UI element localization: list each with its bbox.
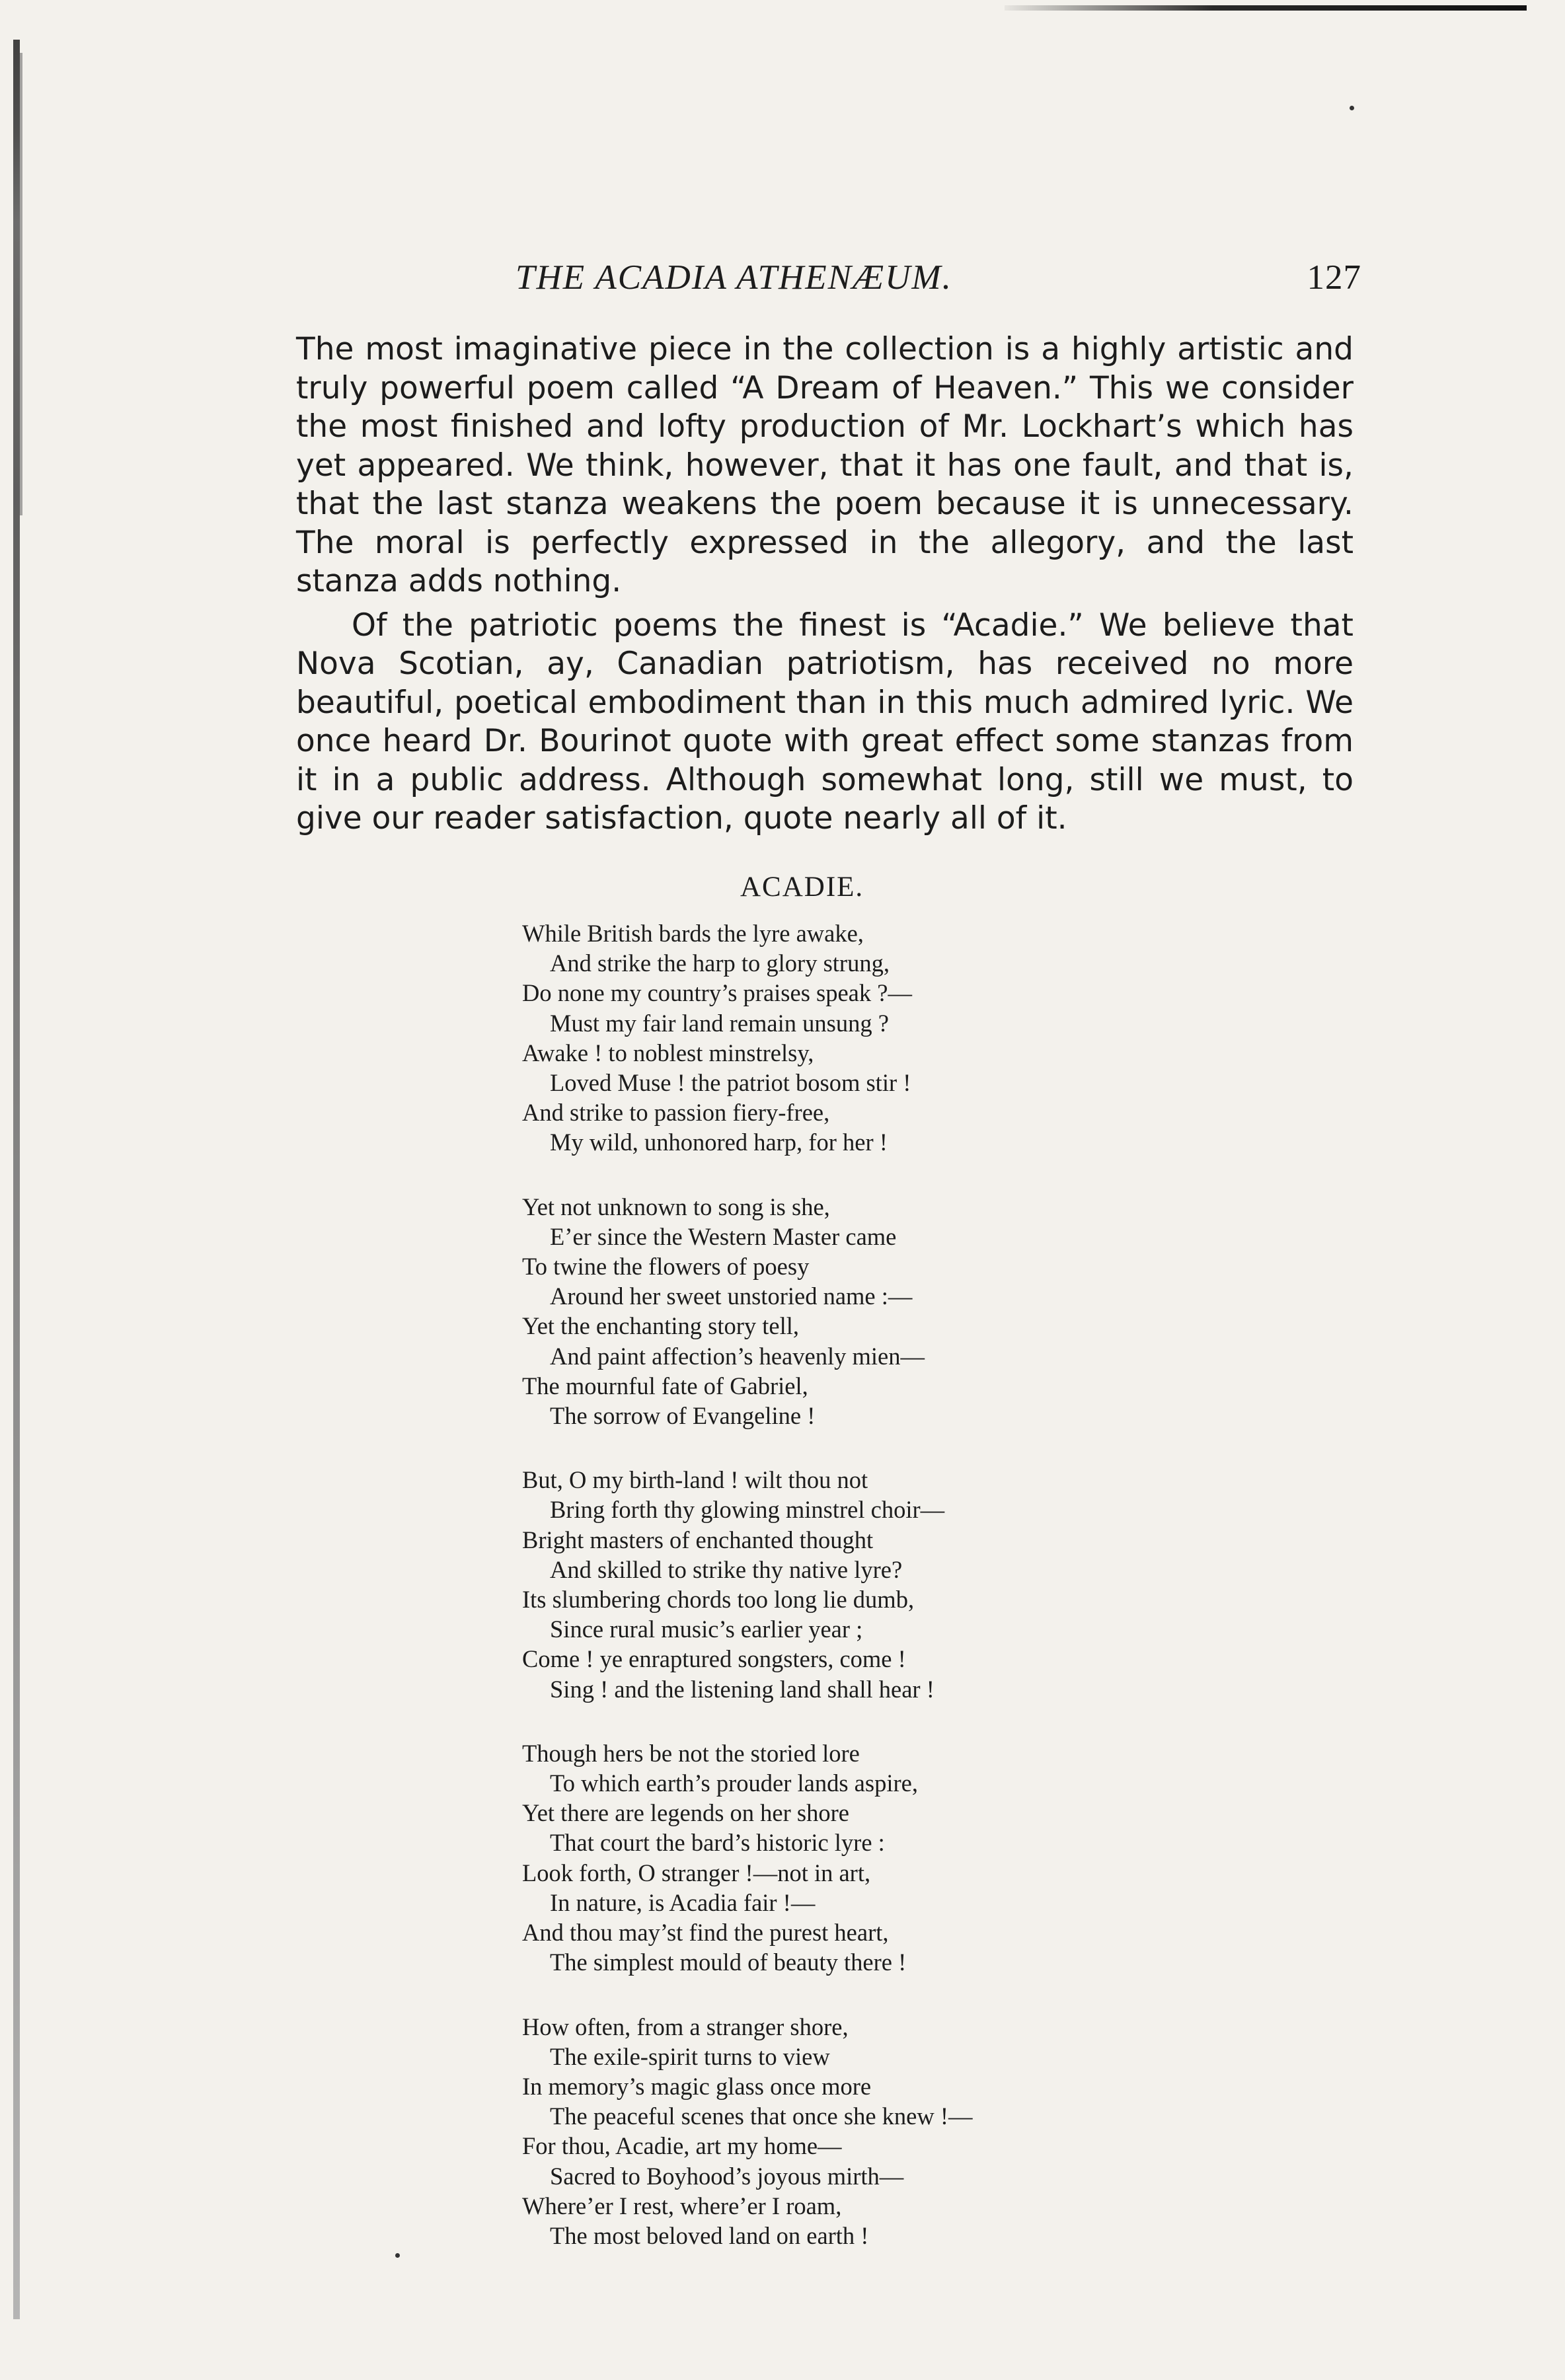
poem-line: The exile-spirit turns to view	[550, 2042, 830, 2070]
poem-line: The sorrow of Evangeline !	[550, 1402, 816, 1430]
poem-line: How often, from a stranger shore,	[522, 2013, 849, 2040]
scan-speck	[395, 2253, 400, 2258]
poem-line: Yet not unknown to song is she,	[522, 1193, 830, 1220]
scan-binding-edge-inner	[20, 53, 22, 515]
poem-line: Do none my country’s praises speak ?—	[522, 979, 912, 1007]
poem-line: Must my fair land remain unsung ?	[550, 1009, 889, 1037]
poem-line: Around her sweet unstoried name :—	[550, 1283, 913, 1310]
poem-line: Yet the enchanting story tell,	[522, 1312, 800, 1340]
poem-line: E’er since the Western Master came	[550, 1222, 897, 1250]
poem-line: Awake ! to noblest minstrelsy,	[522, 1039, 814, 1066]
poem-title: ACADIE.	[740, 872, 864, 903]
stanza	[522, 918, 1183, 1158]
article-body	[296, 330, 1354, 844]
scan-speck	[1350, 106, 1354, 110]
poem-line: The most beloved land on earth !	[550, 2221, 869, 2249]
poem-line: Sacred to Boyhood’s joyous mirth—	[550, 2162, 904, 2190]
stanza	[522, 1738, 1183, 1978]
poem-line: And paint affection’s heavenly mien—	[550, 1342, 925, 1370]
stanza	[522, 1192, 1183, 1431]
poem-line: In nature, is Acadia fair !—	[550, 1888, 816, 1916]
stanza	[522, 1465, 1183, 1704]
poem-line: Though hers be not the storied lore	[522, 1739, 860, 1767]
stanza	[522, 2012, 1183, 2251]
poem-line: And strike the harp to glory strung,	[550, 949, 890, 977]
poem-line: And thou may’st find the purest heart,	[522, 1919, 889, 1947]
page-number: 127	[1307, 258, 1361, 297]
poem-line: And skilled to strike thy native lyre?	[550, 1555, 903, 1583]
poem-line: Yet there are legends on her shore	[522, 1799, 849, 1827]
poem-line: While British bards the lyre awake,	[522, 920, 864, 947]
poem-line: Since rural music’s earlier year ;	[550, 1616, 863, 1643]
poem	[522, 918, 1183, 2285]
poem-line: And strike to passion fiery-free,	[522, 1099, 830, 1127]
poem-line: Where’er I rest, where’er I roam,	[522, 2192, 842, 2219]
paragraph: The most imaginative piece in the collection is a highly artistic and truly powerful poem called “A Dream of Heaven.” This we consider the most finished and lofty production of Mr. Lockhart’s which has yet appeared. We think, however, that it has one fault, and that is, that the last stanza weakens the poem because it is unnecessary. The moral is perfectly expressed in the allegory, and the last stanza adds nothing.	[296, 331, 1354, 599]
poem-line: To which earth’s prouder lands aspire,	[550, 1769, 918, 1797]
journal-title: THE ACADIA ATHENÆUM.	[515, 258, 952, 297]
poem-line: For thou, Acadie, art my home—	[522, 2132, 842, 2160]
poem-line: Loved Muse ! the patriot bosom stir !	[550, 1069, 911, 1097]
poem-line: The simplest mould of beauty there !	[550, 1949, 907, 1976]
poem-line: In memory’s magic glass once more	[522, 2072, 872, 2100]
poem-line: Its slumbering chords too long lie dumb,	[522, 1586, 915, 1614]
poem-line: That court the bard’s historic lyre :	[550, 1829, 885, 1857]
poem-line: Come ! ye enraptured songsters, come !	[522, 1645, 906, 1673]
scan-edge-rule	[1005, 5, 1527, 11]
poem-line: But, O my birth-land ! wilt thou not	[522, 1466, 868, 1494]
scan-binding-edge	[13, 40, 20, 2319]
poem-line: The mournful fate of Gabriel,	[522, 1372, 808, 1399]
paragraph: Of the patriotic poems the finest is “Acadie.” We believe that Nova Scotian, ay, Canadian patriotism, has received no more beautiful, poetical embodiment than in this much admired lyric. We once heard Dr. Bourinot quote with great effect some stanzas from it in a public address. Although somewhat long, still we must, to give our reader satisfaction, quote nearly all of it.	[296, 607, 1354, 837]
poem-line: Look forth, O stranger !—not in art,	[522, 1859, 871, 1886]
poem-line: The peaceful scenes that once she knew !—	[550, 2102, 973, 2130]
running-header	[515, 258, 1361, 311]
poem-line: My wild, unhonored harp, for her !	[550, 1129, 888, 1156]
poem-line: To twine the flowers of poesy	[522, 1253, 810, 1281]
poem-line: Bright masters of enchanted thought	[522, 1526, 874, 1553]
poem-line: Bring forth thy glowing minstrel choir—	[550, 1496, 945, 1524]
poem-line: Sing ! and the listening land shall hear !	[550, 1675, 935, 1703]
